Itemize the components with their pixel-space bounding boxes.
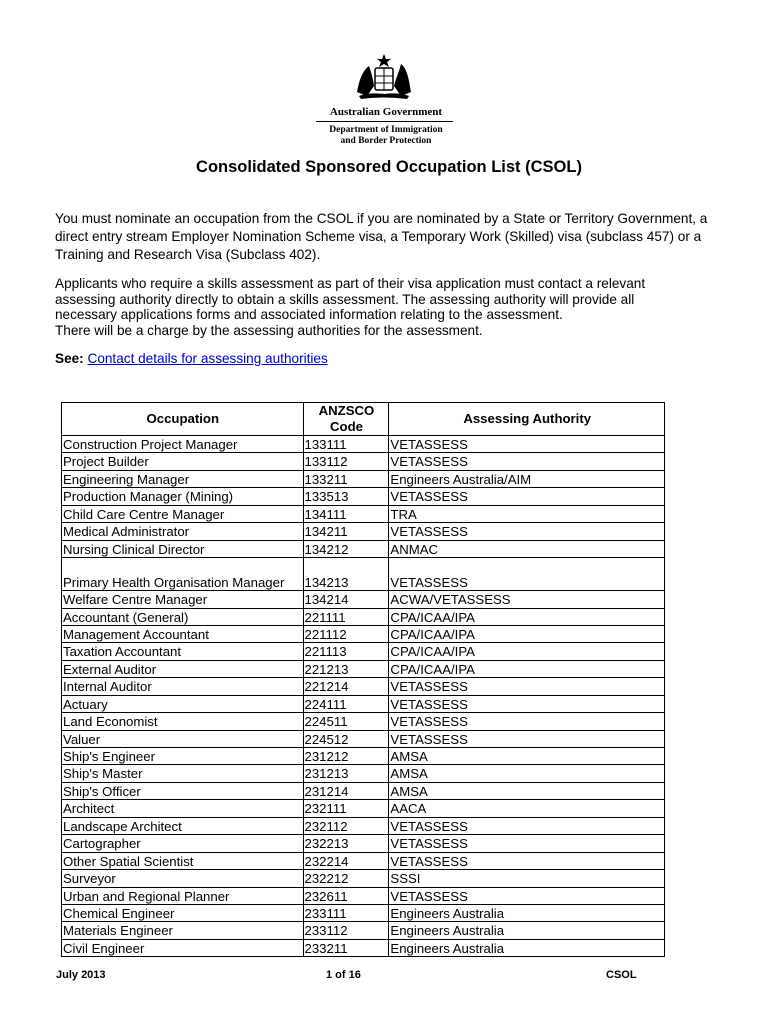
occupation-cell: Medical Administrator bbox=[62, 523, 304, 540]
coat-of-arms-icon bbox=[349, 52, 419, 102]
occupation-cell: Civil Engineer bbox=[62, 939, 304, 956]
footer-date: July 2013 bbox=[56, 969, 106, 981]
occupation-cell: Primary Health Organisation Manager bbox=[62, 558, 304, 591]
occupation-cell: Valuer bbox=[62, 730, 304, 747]
assessing-authority-cell: VETASSESS bbox=[389, 695, 665, 712]
occupation-cell: Engineering Manager bbox=[62, 470, 304, 487]
anzsco-code-cell: 233111 bbox=[303, 904, 389, 921]
occupation-cell: Land Economist bbox=[62, 713, 304, 730]
anzsco-code-cell: 221214 bbox=[303, 678, 389, 695]
department-line-2: and Border Protection bbox=[340, 136, 432, 146]
assessing-authority-cell: CPA/ICAA/IPA bbox=[389, 608, 665, 625]
occupation-cell: Internal Auditor bbox=[62, 678, 304, 695]
footer-document-name: CSOL bbox=[606, 969, 637, 981]
assessing-authority-cell: VETASSESS bbox=[389, 436, 665, 453]
occupation-cell: Ship's Officer bbox=[62, 782, 304, 799]
code-header-line-2: Code bbox=[329, 419, 363, 434]
anzsco-code-cell: 232112 bbox=[303, 817, 389, 834]
occupation-cell: Surveyor bbox=[62, 870, 304, 887]
anzsco-code-cell: 134212 bbox=[303, 540, 389, 557]
table-row bbox=[62, 800, 665, 817]
assessing-authority-cell: VETASSESS bbox=[389, 488, 665, 505]
assessing-authority-cell: VETASSESS bbox=[389, 558, 665, 591]
anzsco-code-cell: 133211 bbox=[303, 470, 389, 487]
table-row bbox=[62, 730, 665, 747]
table-row bbox=[62, 817, 665, 834]
occupation-cell: Welfare Centre Manager bbox=[62, 591, 304, 608]
occupation-cell: Actuary bbox=[62, 695, 304, 712]
table-row bbox=[62, 939, 665, 956]
document-title: Consolidated Sponsored Occupation List (CSOL) bbox=[196, 158, 582, 176]
assessing-authority-cell: Engineers Australia bbox=[389, 922, 665, 939]
occupation-cell: Other Spatial Scientist bbox=[62, 852, 304, 869]
anzsco-code-cell: 134111 bbox=[303, 505, 389, 522]
see-also bbox=[55, 351, 328, 366]
occupation-cell: Management Accountant bbox=[62, 625, 304, 642]
table-row bbox=[62, 591, 665, 608]
anzsco-code-cell: 224111 bbox=[303, 695, 389, 712]
occupation-table bbox=[61, 402, 665, 957]
assessing-authority-cell: VETASSESS bbox=[389, 523, 665, 540]
assessing-authority-cell: AMSA bbox=[389, 782, 665, 799]
table-row bbox=[62, 887, 665, 904]
table-row bbox=[62, 713, 665, 730]
anzsco-code-cell: 233211 bbox=[303, 939, 389, 956]
assessment-line: There will be a charge by the assessing authorities for the assessment. bbox=[55, 322, 483, 338]
anzsco-code-cell: 134211 bbox=[303, 523, 389, 540]
assessing-authority-cell: VETASSESS bbox=[389, 730, 665, 747]
assessing-authority-cell: VETASSESS bbox=[389, 817, 665, 834]
assessing-authority-cell: VETASSESS bbox=[389, 713, 665, 730]
occupation-cell: Ship's Engineer bbox=[62, 748, 304, 765]
assessing-authority-cell: AACA bbox=[389, 800, 665, 817]
footer-page-number: 1 of 16 bbox=[326, 969, 361, 981]
anzsco-code-cell: 221113 bbox=[303, 643, 389, 660]
anzsco-code-cell: 133513 bbox=[303, 488, 389, 505]
table-row bbox=[62, 695, 665, 712]
occupation-cell: External Auditor bbox=[62, 660, 304, 677]
anzsco-code-cell: 232611 bbox=[303, 887, 389, 904]
anzsco-code-column-header bbox=[303, 403, 389, 436]
anzsco-code-cell: 221111 bbox=[303, 608, 389, 625]
occupation-cell: Chemical Engineer bbox=[62, 904, 304, 921]
table-row bbox=[62, 782, 665, 799]
anzsco-code-cell: 231213 bbox=[303, 765, 389, 782]
occupation-cell: Landscape Architect bbox=[62, 817, 304, 834]
assessing-authority-column-header: Assessing Authority bbox=[389, 403, 665, 436]
table-row bbox=[62, 835, 665, 852]
table-row bbox=[62, 678, 665, 695]
anzsco-code-cell: 232212 bbox=[303, 870, 389, 887]
table-row bbox=[62, 748, 665, 765]
table-header-row bbox=[62, 403, 665, 436]
anzsco-code-cell: 233112 bbox=[303, 922, 389, 939]
table-row bbox=[62, 643, 665, 660]
occupation-cell: Nursing Clinical Director bbox=[62, 540, 304, 557]
assessing-authority-cell: TRA bbox=[389, 505, 665, 522]
table-row bbox=[62, 660, 665, 677]
anzsco-code-cell: 231212 bbox=[303, 748, 389, 765]
assessing-authority-cell: VETASSESS bbox=[389, 453, 665, 470]
occupation-cell: Cartographer bbox=[62, 835, 304, 852]
assessing-authority-cell: VETASSESS bbox=[389, 678, 665, 695]
assessing-authority-cell: Engineers Australia/AIM bbox=[389, 470, 665, 487]
assessment-line: Applicants who require a skills assessment as part of their visa application must contact a relevant bbox=[55, 276, 646, 291]
table-row bbox=[62, 852, 665, 869]
assessing-authority-cell: Engineers Australia bbox=[389, 904, 665, 921]
assessment-line: assessing authority directly to obtain a skills assessment. The assessing authority will provide all bbox=[55, 291, 635, 307]
table-row bbox=[62, 436, 665, 453]
table-body bbox=[62, 436, 665, 957]
occupation-column-header: Occupation bbox=[62, 403, 304, 436]
table-row bbox=[62, 453, 665, 470]
see-label: See: bbox=[55, 351, 84, 366]
anzsco-code-cell: 133111 bbox=[303, 436, 389, 453]
occupation-cell: Child Care Centre Manager bbox=[62, 505, 304, 522]
occupation-cell: Construction Project Manager bbox=[62, 436, 304, 453]
anzsco-code-cell: 231214 bbox=[303, 782, 389, 799]
assessing-authority-cell: ACWA/VETASSESS bbox=[389, 591, 665, 608]
occupation-cell: Project Builder bbox=[62, 453, 304, 470]
table-row bbox=[62, 765, 665, 782]
anzsco-code-cell: 232111 bbox=[303, 800, 389, 817]
anzsco-code-cell: 134213 bbox=[303, 558, 389, 591]
table-row bbox=[62, 870, 665, 887]
occupation-cell: Production Manager (Mining) bbox=[62, 488, 304, 505]
table-row bbox=[62, 922, 665, 939]
government-name: Australian Government bbox=[329, 106, 443, 118]
occupation-cell: Taxation Accountant bbox=[62, 643, 304, 660]
assessing-authority-cell: ANMAC bbox=[389, 540, 665, 557]
department-line-1: Department of Immigration bbox=[329, 125, 443, 135]
anzsco-code-cell: 134214 bbox=[303, 591, 389, 608]
anzsco-code-cell: 224512 bbox=[303, 730, 389, 747]
assessing-authority-cell: CPA/ICAA/IPA bbox=[389, 660, 665, 677]
anzsco-code-cell: 224511 bbox=[303, 713, 389, 730]
anzsco-code-cell: 232214 bbox=[303, 852, 389, 869]
occupation-cell: Architect bbox=[62, 800, 304, 817]
anzsco-code-cell: 221112 bbox=[303, 625, 389, 642]
assessing-authority-cell: VETASSESS bbox=[389, 835, 665, 852]
assessing-authority-cell: CPA/ICAA/IPA bbox=[389, 643, 665, 660]
header-divider bbox=[316, 121, 453, 122]
code-header-line-1: ANZSCO bbox=[318, 403, 375, 418]
assessing-authority-cell: CPA/ICAA/IPA bbox=[389, 625, 665, 642]
table-row bbox=[62, 558, 665, 591]
anzsco-code-cell: 133112 bbox=[303, 453, 389, 470]
table-row bbox=[62, 608, 665, 625]
assessing-authority-cell: AMSA bbox=[389, 765, 665, 782]
occupation-cell: Accountant (General) bbox=[62, 608, 304, 625]
table-row bbox=[62, 625, 665, 642]
occupation-cell: Ship's Master bbox=[62, 765, 304, 782]
anzsco-code-cell: 221213 bbox=[303, 660, 389, 677]
intro-paragraph: You must nominate an occupation from the CSOL if you are nominated by a State or Territory Government, a direct entry stream Employer Nomination Scheme visa, a Temporary Work (Skilled) visa (subclass 457) or a Training and Research Visa (Subclass 402). bbox=[55, 211, 708, 262]
assessing-authority-cell: Engineers Australia bbox=[389, 939, 665, 956]
anzsco-code-cell: 232213 bbox=[303, 835, 389, 852]
assessment-line: necessary applications forms and associated information relating to the assessment. bbox=[55, 307, 563, 322]
assessing-authority-cell: AMSA bbox=[389, 748, 665, 765]
table-row bbox=[62, 488, 665, 505]
table-row bbox=[62, 505, 665, 522]
table-row bbox=[62, 904, 665, 921]
assessment-paragraph bbox=[55, 276, 715, 338]
assessing-authorities-link[interactable]: Contact details for assessing authorities bbox=[87, 351, 328, 366]
table-row bbox=[62, 470, 665, 487]
occupation-cell: Urban and Regional Planner bbox=[62, 887, 304, 904]
table-row bbox=[62, 523, 665, 540]
assessing-authority-cell: SSSI bbox=[389, 870, 665, 887]
department-name bbox=[296, 125, 476, 147]
assessing-authority-cell: VETASSESS bbox=[389, 887, 665, 904]
table-row bbox=[62, 540, 665, 557]
occupation-cell: Materials Engineer bbox=[62, 922, 304, 939]
assessing-authority-cell: VETASSESS bbox=[389, 852, 665, 869]
